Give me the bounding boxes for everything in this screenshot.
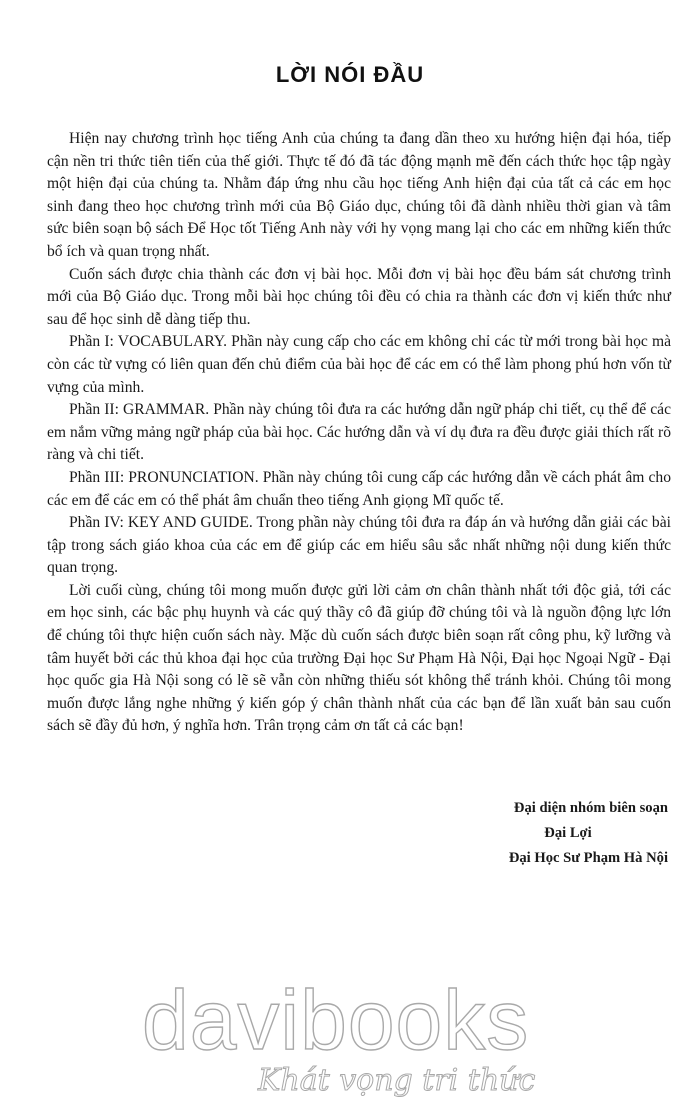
paragraph-pronunciation: Phần III: PRONUNCIATION. Phần này chúng tôi cung cấp các hướng dẫn về cách phát âm cho các em để các em có thể phát âm chuẩn theo tiếng Anh giọng Mĩ quốc tế. [47, 468, 671, 509]
paragraph-grammar: Phần II: GRAMMAR. Phần này chúng tôi đưa ra các hướng dẫn ngữ pháp chi tiết, cụ thể để các em nắm vững mảng ngữ pháp của bài học. Các hướng dẫn và ví dụ đưa ra đều được giải thích rất rõ ràng và chi tiết. [47, 401, 671, 464]
watermark-brand: davibooks [142, 973, 530, 1067]
paragraph-intro: Hiện nay chương trình học tiếng Anh của chúng ta đang dần theo xu hướng hiện đại hóa, tiếp cận nền tri thức tiên tiến của thế giới. Thực tế đó đã tác động mạnh mẽ đến cách thức học tập ngày một hiện đại của chúng ta. Nhằm đáp ứng nhu cầu học tiếng Anh hiện đại của tất cả các em học sinh đang theo học chương trình mới của Bộ Giáo dục, chúng tôi đã dành nhiều thời gian và tâm sức biên soạn bộ sách Để Học tốt Tiếng Anh này với hy vọng mang lại cho các em những kiến thức bổ ích và quan trọng nhất. [47, 130, 671, 260]
page-title: LỜI NÓI ĐẦU [275, 62, 425, 87]
watermark [0, 973, 700, 1116]
signature-role: Đại diện nhóm biên soạn [513, 800, 668, 816]
paragraph-closing: Lời cuối cùng, chúng tôi mong muốn được gửi lời cảm ơn chân thành nhất tới độc giả, tới các em học sinh, các bậc phụ huynh và các quý thầy cô đã giúp đỡ chúng tôi và là nguồn động lực lớn để chúng tôi thực hiện cuốn sách này. Mặc dù cuốn sách được biên soạn rất công phu, kỹ lưỡng và tâm huyết bởi các thủ khoa đại học của trường Đại học Sư Phạm Hà Nội, Đại học Ngoại Ngữ - Đại học quốc gia Hà Nội song có lẽ sẽ vẫn còn những thiếu sót không thể tránh khỏi. Chúng tôi mong muốn được lắng nghe những ý kiến góp ý chân thành nhất của các bạn để lần xuất bản sau cuốn sách sẽ đầy đủ hơn, ý nghĩa hơn. Trân trọng cảm ơn tất cả các bạn! [47, 581, 671, 735]
preface-body [47, 128, 671, 738]
paragraph-vocabulary: Phần I: VOCABULARY. Phần này cung cấp cho các em không chỉ các từ mới trong bài học mà còn các từ vựng có liên quan đến chủ điểm của bài học để các em có thể làm phong phú hơn vốn từ vựng của mình. [47, 333, 671, 396]
paragraph-key-and-guide: Phần IV: KEY AND GUIDE. Trong phần này chúng tôi đưa ra đáp án và hướng dẫn giải các bài tập trong sách giáo khoa của các em để giúp các em hiểu sâu sắc nhất những nội dung kiến thức quan trọng. [47, 514, 671, 577]
paragraph-structure: Cuốn sách được chia thành các đơn vị bài học. Mỗi đơn vị bài học đều bám sát chương trình mới của Bộ Giáo dục. Trong mỗi bài học chúng tôi đều có chia ra thành các đơn vị kiến thức như sau để học sinh dễ dàng tiếp thu. [47, 265, 671, 328]
signature-institution: Đại Học Sư Phạm Hà Nội [508, 850, 668, 866]
signature-block [408, 796, 668, 871]
signature-name: Đại Lợi [544, 825, 592, 841]
watermark-slogan: Khát vọng tri thức [258, 1063, 536, 1098]
